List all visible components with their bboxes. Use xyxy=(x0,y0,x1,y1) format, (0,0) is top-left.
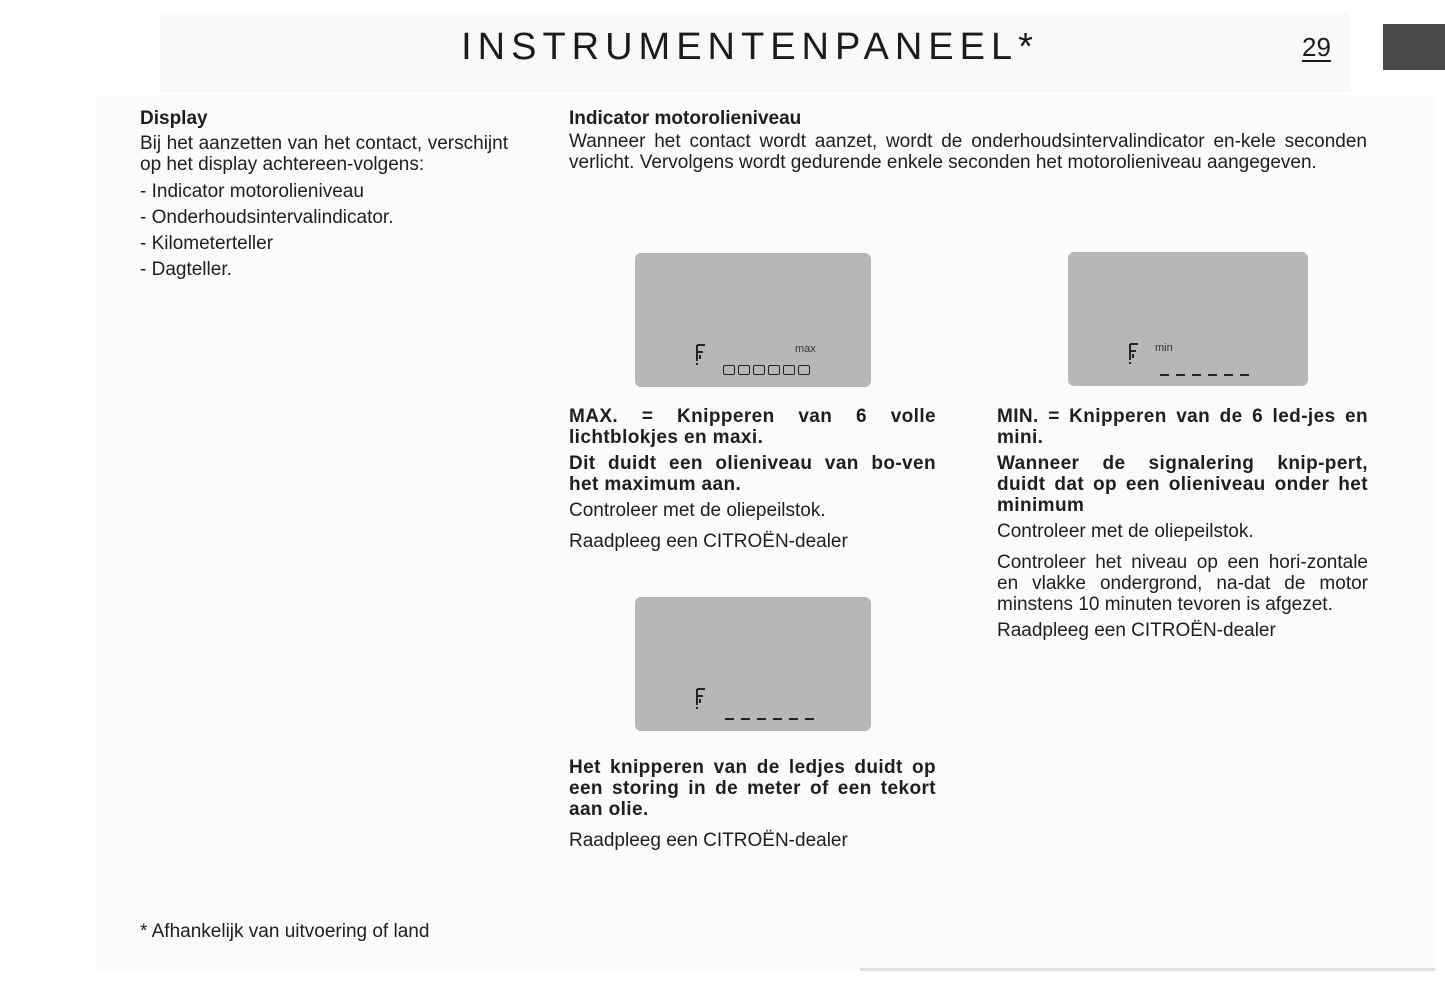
max-description xyxy=(569,406,936,552)
oil-level-heading: Indicator motorolieniveau xyxy=(569,108,802,129)
list-item: - Dagteller. xyxy=(140,257,508,283)
list-item: - Kilometerteller xyxy=(140,231,508,257)
max-text-2: Raadpleeg een CITROËN-dealer xyxy=(569,531,848,552)
led-dash xyxy=(1240,374,1249,376)
min-text-2: Controleer het niveau op een hori-zontale en vlakke ondergrond, na-dat de motor minstens 10 minuten tevoren is afgezet. xyxy=(997,552,1368,615)
led-dash xyxy=(773,718,782,720)
led-dash xyxy=(1176,374,1185,376)
footnote: * Afhankelijk van uitvoering of land xyxy=(140,921,430,942)
list-item: - Indicator motorolieniveau xyxy=(140,179,508,205)
led-dash xyxy=(757,718,766,720)
oil-level-body: Wanneer het contact wordt aanzet, wordt de onderhoudsintervalindicator en-kele seconden verlicht. Vervolgens wordt gedurende enkele seconden het motorolieniveau aangegeven. xyxy=(569,131,1367,173)
max-label: max xyxy=(795,343,816,355)
max-bold-2: Dit duidt een olieniveau van bo-ven het maximum aan. xyxy=(569,453,936,495)
led-dash xyxy=(1224,374,1233,376)
oil-can-icon xyxy=(695,687,707,709)
list-item: - Onderhoudsintervalindicator. xyxy=(140,205,508,231)
light-block xyxy=(738,365,750,375)
led-dash xyxy=(789,718,798,720)
light-block xyxy=(798,365,810,375)
display-heading: Display xyxy=(140,108,208,129)
oil-level-blocks xyxy=(723,365,810,375)
oil-can-icon xyxy=(1128,342,1140,364)
display-sequence-list xyxy=(140,179,508,283)
fault-description xyxy=(569,757,936,851)
led-dash xyxy=(1192,374,1201,376)
max-text-1: Controleer met de oliepeilstok. xyxy=(569,500,826,521)
fault-text: Raadpleeg een CITROËN-dealer xyxy=(569,830,848,851)
oil-level-dashes xyxy=(725,718,814,720)
page-number: 29 xyxy=(1302,32,1331,62)
led-dash xyxy=(1208,374,1217,376)
led-dash xyxy=(741,718,750,720)
min-bold-1: MIN. = Knipperen van de 6 led-jes en mini. xyxy=(997,406,1368,448)
lcd-display-max xyxy=(635,253,871,387)
lcd-display-fault xyxy=(635,597,871,731)
oil-can-icon xyxy=(695,343,707,365)
min-text-1: Controleer met de oliepeilstok. xyxy=(997,521,1254,542)
display-section xyxy=(140,108,508,283)
led-dash xyxy=(725,718,734,720)
light-block xyxy=(723,365,735,375)
min-description xyxy=(997,406,1368,641)
light-block xyxy=(768,365,780,375)
section-tab-marker xyxy=(1383,24,1445,70)
light-block xyxy=(783,365,795,375)
page-bottom-rule xyxy=(860,968,1435,971)
min-text-3: Raadpleeg een CITROËN-dealer xyxy=(997,620,1276,641)
max-bold-1: MAX. = Knipperen van 6 volle lichtblokjes en maxi. xyxy=(569,406,936,448)
display-intro: Bij het aanzetten van het contact, verschijnt op het display achtereen-volgens: xyxy=(140,133,508,175)
min-label: min xyxy=(1155,342,1173,354)
min-bold-2: Wanneer de signalering knip-pert, duidt dat op een olieniveau onder het minimum xyxy=(997,453,1368,516)
led-dash xyxy=(805,718,814,720)
fault-bold: Het knipperen van de ledjes duidt op een storing in de meter of een tekort aan olie. xyxy=(569,757,936,820)
oil-level-dashes xyxy=(1160,374,1249,376)
light-block xyxy=(753,365,765,375)
oil-level-section xyxy=(569,108,1367,173)
led-dash xyxy=(1160,374,1169,376)
lcd-display-min xyxy=(1068,252,1308,386)
page-title: INSTRUMENTENPANEEL* xyxy=(461,26,1039,68)
